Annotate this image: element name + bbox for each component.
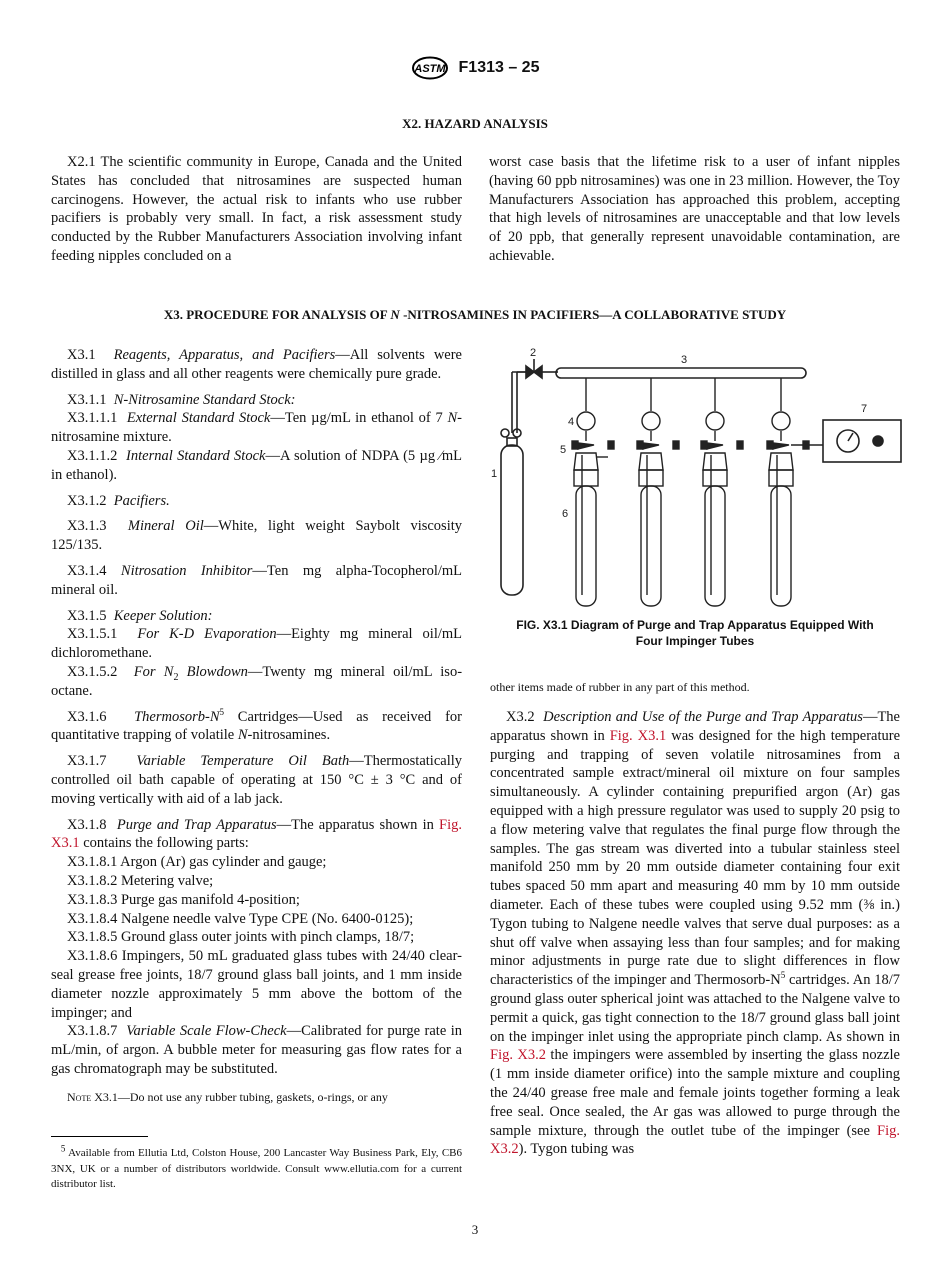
x2-1-continuation: worst case basis that the lifetime risk to a user of infant nipples (having 60 ppb nitrosamines) was one in 23 million. However, the Toy Manufacturers Association has approached this problem, accepting that high levels of nitrosamines are unacceptable and that low levels of 20 ppb, that generally represent unavoidable contamination, are achievable. <box>489 154 900 264</box>
gas-manifold <box>556 368 806 378</box>
fig-x3-1-link-2[interactable]: Fig. X3.1 <box>609 727 667 744</box>
page-number: 3 <box>471 1222 479 1237</box>
x3-1-8-3-paragraph: X3.1.8.3 Purge gas manifold 4-position; <box>67 891 300 908</box>
x3-1-4-paragraph: X3.1.4 Nitrosation Inhibitor—Ten mg alpha-Tocopherol/mL mineral oil. <box>51 562 463 598</box>
x3-1-7-paragraph: X3.1.7 Variable Temperature Oil Bath—Thermostatically controlled oil bath capable of operating at 150 °C ± 3 °C and of moving vertically with aid of a lab jack. <box>51 753 463 807</box>
footnote: $^5$ Available from Ellutia Ltd, Colston House, 200 Lancaster Way Business Park, Ely, CB6 3NX, UK or a number of distributors worldwide. Consult www.ellutia.com for a current distributor list. <box>51 1143 463 1190</box>
impinger-3 <box>701 378 743 606</box>
label-4: 4 <box>568 416 575 428</box>
impinger-1 <box>572 378 614 606</box>
note-continuation: other items made of rubber in any part of this method. <box>490 680 750 694</box>
document-id: F1313 – 25 <box>458 59 540 76</box>
astm-logo <box>411 56 449 80</box>
label-6: 6 <box>562 508 569 520</box>
fig-x3-2-link[interactable]: Fig. X3.2 <box>490 1047 546 1064</box>
x2-1-paragraph: X2.1 The scientific community in Europe, Canada and the United States has concluded that nitrosamines are suspected human carcinogens. However, the actual risk to infants who use rubber pacifiers is probably very small. In fact, a risk assessment study conducted by the Rubber Manufacturers Association involving infant feeding nipples concluded on a <box>51 154 462 264</box>
x2-left-column <box>51 153 462 266</box>
x3-1-5-paragraph: X3.1.5 Keeper Solution: <box>67 607 213 624</box>
x3-1-3-paragraph: X3.1.3 Mineral Oil—White, light weight Saybolt viscosity 125/135. <box>51 518 463 554</box>
x3-left-column <box>51 346 462 1105</box>
x2-heading: X2. HAZARD ANALYSIS <box>402 116 548 131</box>
x3-2-paragraph: X3.2 Description and Use of the Purge and Trap Apparatus—The apparatus shown in Fig. X3.1 was designed for the high temperature purging and trapping of seven volatile nitrosamines from a concentrated sample extract/mineral oil mixture on four samples simultaneously. A cylinder containing prepurified argon (Ar) gas equipped with a high pressure regulator was used to supply 20 psig to a flow metering valve that regulates the final purge flow through the samples. The gas stream was diverted into a tubular stainless steel manifold 250 mm by 20 mm outside diameter containing four exit tubes spaced 50 mm apart and measuring 40 mm by 10 mm outside diameter. Each of these tubes were coupled using 9.52 mm (⅜ in.) Tygon tubing to Nalgene needle valves that serve dual purposes: as a shut off valve when assaying less than four samples; and for making minor adjustments in purge rate due to slight differences in flow characteristics of the impinger and Thermosorb-$N^5$ cartridges. An 18/7 ground glass outer spherical joint was attached to the Nalgene valve to permit a quick, gas tight connection to the 18/7 ground glass ball joint on the impinger inlet using the appropriate pinch clamp. As shown in Fig. X3.2 the impingers were assembled by inserting the glass nozzle (1 mm inside diameter orifice) into the sample mixture and coupling the 24/40 grease free male and female joints together forming a leak free seal. Once sealed, the Ar gas was allowed to purge through the sample mixture, through the outlet tube of the impinger (see Fig. X3.2). Tygon tubing was <box>490 709 901 1158</box>
x3-1-8-1-paragraph: X3.1.8.1 Argon (Ar) gas cylinder and gauge; <box>67 854 327 871</box>
x2-right-column <box>489 153 900 266</box>
footnote-rule <box>51 1136 148 1137</box>
x3-1-8-paragraph: X3.1.8 Purge and Trap Apparatus—The apparatus shown in Fig. X3.1 contains the following parts: <box>51 816 463 852</box>
x3-1-8-7-paragraph: X3.1.8.7 Variable Scale Flow-Check—Calibrated for purge rate in mL/min, of argon. A bubble meter for measuring gas flow rates for a gas chromatograph may be substituted. <box>51 1023 463 1077</box>
label-1: 1 <box>491 468 498 480</box>
x3-1-8-6-paragraph: X3.1.8.6 Impingers, 50 mL graduated glass tubes with 24/40 clear-seal grease free joints, 18/7 ground glass ball joints, and 1 mm inside diameter nozzle approximately 5 mm above the bottom of the impinger; and <box>51 948 462 1021</box>
cylinder-gauge-left <box>501 429 509 437</box>
label-2: 2 <box>530 347 537 359</box>
impinger-4 <box>767 378 823 606</box>
label-3: 3 <box>681 354 688 366</box>
impinger-2 <box>637 378 679 606</box>
x3-1-2-paragraph: X3.1.2 Pacifiers. <box>67 492 170 509</box>
svg-text:ASTM: ASTM <box>413 63 446 75</box>
fig-x3-1-link[interactable]: Fig. X3.1 <box>51 816 463 852</box>
x3-1-8-2-paragraph: X3.1.8.2 Metering valve; <box>67 872 214 889</box>
label-5: 5 <box>560 444 567 456</box>
x3-1-1-paragraph: X3.1.1 N-Nitrosamine Standard Stock: <box>67 391 296 408</box>
x3-1-8-4-paragraph: X3.1.8.4 Nalgene needle valve Type CPE (No. 6400-0125); <box>67 910 414 927</box>
x3-1-6-paragraph: X3.1.6 Thermosorb-$N^5$ Cartridges—Used as received for quantitative trapping of volatile N-nitrosamines. <box>51 706 462 744</box>
page-header <box>0 56 950 80</box>
flow-check-meter <box>823 420 901 462</box>
x3-heading: X3. PROCEDURE FOR ANALYSIS OF N -NITROSAMINES IN PACIFIERS—A COLLABORATIVE STUDY <box>163 307 787 322</box>
x3-1-8-5-paragraph: X3.1.8.5 Ground glass outer joints with pinch clamps, 18/7; <box>67 929 415 946</box>
label-7: 7 <box>861 403 868 415</box>
x3-1-1-1-paragraph: X3.1.1.1 External Standard Stock—Ten µg/mL in ethanol of 7 N-nitrosamine mixture. <box>51 410 462 446</box>
x3-1-5-2-paragraph: X3.1.5.2 For $N_2$ Blowdown—Twenty mg mineral oil/mL iso-octane. <box>51 663 463 699</box>
fig-x3-2-link-2[interactable]: Fig. X3.2 <box>490 1122 900 1158</box>
x3-1-paragraph: X3.1 Reagents, Apparatus, and Pacifiers—All solvents were distilled in glass and all other reagents were chemically pure grade. <box>51 347 462 382</box>
note-x3-1: Note X3.1—Do not use any rubber tubing, gaskets, o-rings, or any <box>67 1089 388 1104</box>
figure-caption: FIG. X3.1 Diagram of Purge and Trap Apparatus Equipped With Four Impinger Tubes <box>516 618 874 648</box>
argon-cylinder <box>501 445 523 595</box>
x3-1-5-1-paragraph: X3.1.5.1 For K-D Evaporation—Eighty mg mineral oil/mL dichloromethane. <box>51 626 463 662</box>
x3-right-column <box>490 708 900 1159</box>
purge-trap-diagram <box>488 345 908 610</box>
x3-1-1-2-paragraph: X3.1.1.2 Internal Standard Stock—A solution of NDPA (5 µg ⁄mL in ethanol). <box>51 447 463 483</box>
